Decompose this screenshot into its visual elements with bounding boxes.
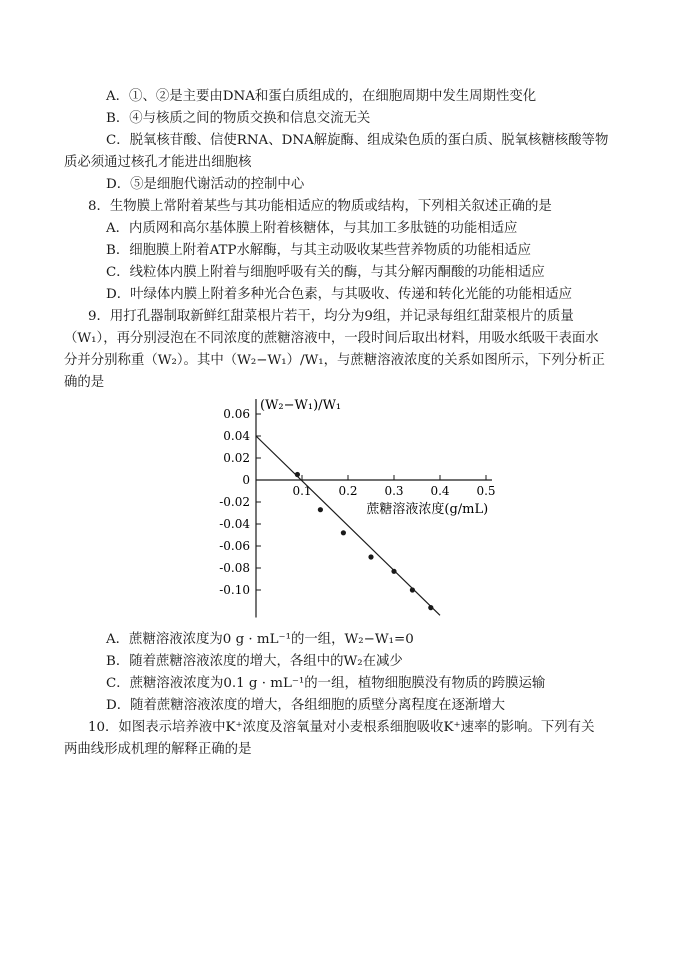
data-point [368, 554, 373, 559]
x-tick-label: 0.3 [384, 484, 404, 498]
x-axis-label: 蔗糖溶液浓度(g/mL) [366, 502, 489, 517]
q9-option-d: D．随着蔗糖溶液浓度的增大，各组细胞的质壁分离程度在逐渐增大 [106, 698, 506, 713]
y-tick-label: -0.10 [219, 583, 250, 597]
q10-stem-line-2: 两曲线形成机理的解释正确的是 [64, 742, 252, 757]
q7-option-b: B．④与核质之间的物质交换和信息交流无关 [106, 111, 371, 126]
x-tick-label: 0.5 [476, 484, 496, 498]
data-point [391, 569, 396, 574]
data-point [410, 587, 415, 592]
q7-option-d: D．⑤是细胞代谢活动的控制中心 [106, 177, 305, 192]
y-axis-label: (W₂−W₁)/W₁ [260, 398, 342, 413]
q8-option-a: A．内质网和高尔基体膜上附着核糖体，与其加工多肽链的功能相适应 [106, 221, 518, 236]
q10-stem-line-1: 10．如图表示培养液中K⁺浓度及溶氧量对小麦根系细胞吸收K⁺速率的影响。下列有关 [88, 720, 595, 735]
data-point [341, 530, 346, 535]
data-point [318, 507, 323, 512]
q9-stem-line-2: （W₁），再分别浸泡在不同浓度的蔗糖溶液中，一段时间后取出材料，用吸水纸吸干表面水 [64, 331, 599, 346]
q8-stem: 8．生物膜上常附着某些与其功能相适应的物质或结构，下列相关叙述正确的是 [88, 199, 552, 214]
q8-option-b: B．细胞膜上附着ATP水解酶，与其主动吸收某些营养物质的功能相适应 [106, 243, 532, 258]
q7-option-c-cont: 质必须通过核孔才能进出细胞核 [64, 155, 252, 170]
q9-option-a: A．蔗糖溶液浓度为0 g · mL⁻¹的一组，W₂−W₁=0 [106, 632, 414, 647]
data-point [295, 472, 300, 477]
q7-option-a: A．①、②是主要由DNA和蛋白质组成的，在细胞周期中发生周期性变化 [106, 89, 537, 104]
q9-stem-line-1: 9．用打孔器制取新鲜红甜菜根片若干，均分为9组，并记录每组红甜菜根片的质量 [88, 309, 574, 324]
q8-option-d: D．叶绿体内膜上附着多种光合色素，与其吸收、传递和转化光能的功能相适应 [106, 287, 573, 302]
y-tick-label: 0.02 [223, 451, 250, 465]
y-tick-label: 0.06 [223, 407, 250, 421]
q8-option-c: C．线粒体内膜上附着与细胞呼吸有关的酶，与其分解丙酮酸的功能相适应 [106, 265, 545, 280]
x-tick-label: 0.2 [338, 484, 358, 498]
x-tick-label: 0.1 [292, 484, 312, 498]
y-tick-label: 0.04 [223, 429, 250, 443]
q7-option-c: C．脱氧核苷酸、信使RNA、DNA解旋酶、组成染色质的蛋白质、脱氧核糖核酸等物 [106, 133, 609, 148]
concentration-chart [200, 392, 520, 627]
y-tick-label: -0.08 [219, 561, 250, 575]
origin-label: 0 [242, 473, 250, 487]
q9-option-c: C．蔗糖溶液浓度为0.1 g · mL⁻¹的一组，植物细胞膜没有物质的跨膜运输 [106, 676, 546, 691]
data-point [428, 605, 433, 610]
y-tick-label: -0.06 [219, 539, 250, 553]
y-tick-label: -0.02 [219, 495, 250, 509]
q9-stem-line-4: 确的是 [64, 375, 105, 390]
x-tick-label: 0.4 [430, 484, 450, 498]
q9-option-b: B．随着蔗糖溶液浓度的增大，各组中的W₂在减少 [106, 654, 403, 669]
q9-stem-line-3: 分并分别称重（W₂）。其中（W₂−W₁）/W₁，与蔗糖溶液浓度的关系如图所示，下列分析正 [64, 353, 605, 368]
y-tick-label: -0.04 [219, 517, 250, 531]
